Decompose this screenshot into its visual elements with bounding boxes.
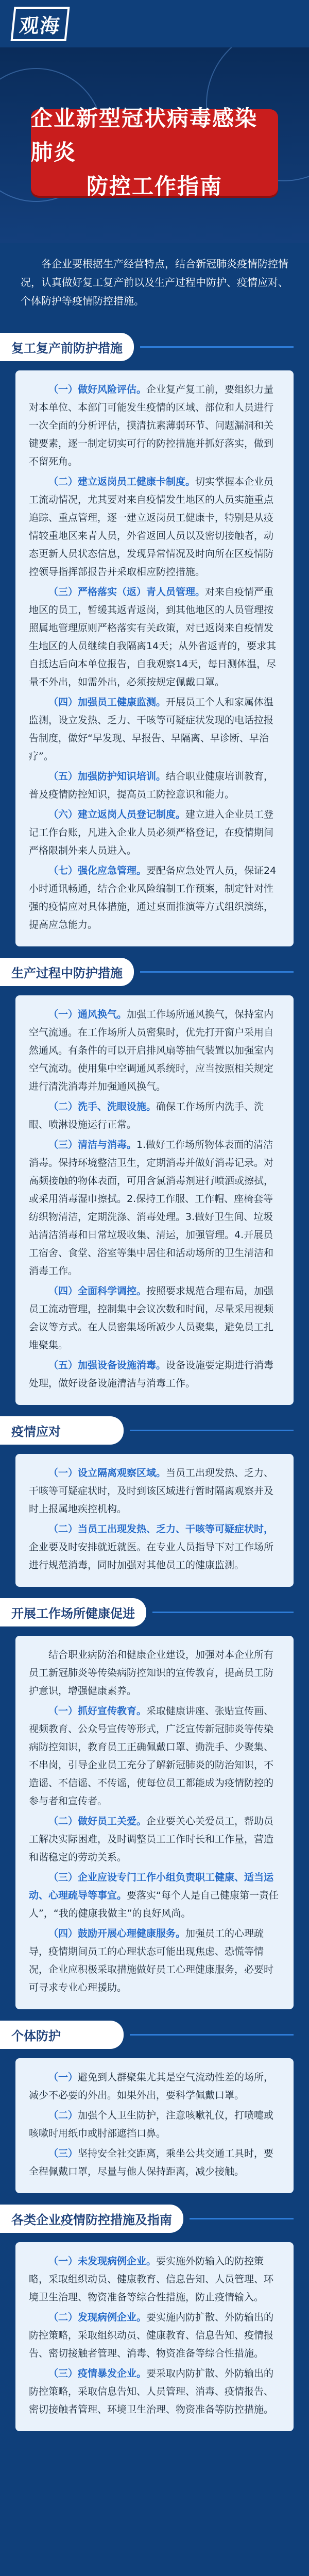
paragraph-text: 要实施外防输入的防控策略，采取组织动员、健康教育、信息告知、人员管理、环境卫生治理、物资准备等综合性措施，防止疫情输入。 bbox=[29, 2256, 274, 2303]
paragraph-text: 企业要关心关爱员工，帮助员工解决实际困难，及时调整员工工作时长和工作量，营造和谐稳定的劳动关系。 bbox=[29, 1816, 274, 1863]
paragraph-lead: （二）做好员工关爱。 bbox=[48, 1816, 147, 1827]
paragraph-text: 加强工作场所通风换气，保持室内空气流通。在工作场所人员密集时，优先打开窗户采用自然通风。有条件的可以开启排风扇等抽气装置以加强室内空气流动。使用集中空调通风系统时，应当按照相关规定进行清洗消毒并加强通风换气。 bbox=[29, 1009, 274, 1092]
section-paragraph bbox=[29, 1357, 280, 1393]
section-card bbox=[15, 2242, 294, 2431]
section-title: 复工复产前防护措施 bbox=[0, 333, 134, 361]
paragraph-text: 坚持安全社交距离，乘坐公共交通工具时，要全程佩戴口罩，尽量与他人保持距离，减少接触。 bbox=[29, 2148, 274, 2177]
paragraph-text: 要配备应急处置人员，保证24小时通讯畅通，结合企业风险编制工作预案，制定针对性强的疫情应对具体措施，通过桌面推演等方式组织演练，提高应急能力。 bbox=[29, 865, 277, 930]
paragraph-lead: （二）当员工出现发热、乏力、干咳等可疑症状时， bbox=[48, 1523, 274, 1535]
paragraph-lead: （六）建立返岗人员登记制度。 bbox=[48, 809, 186, 820]
section-paragraph bbox=[29, 2252, 280, 2307]
section-paragraph bbox=[29, 1520, 280, 1574]
section-paragraph bbox=[29, 806, 280, 860]
section-card bbox=[15, 370, 294, 946]
section-divider bbox=[152, 1612, 294, 1613]
paragraph-lead: （五）加强防护知识培训。 bbox=[48, 771, 166, 782]
section-card bbox=[15, 1636, 294, 2009]
section-paragraph bbox=[29, 1464, 280, 1518]
section-card bbox=[15, 995, 294, 1405]
paragraph-text: 要实施内防扩散、外防输出的防控策略，采取组织动员、健康教育、信息告知、疫情报告、密切接触者管理、消毒、物资准备等综合性措施。 bbox=[29, 2312, 274, 2359]
paragraph-lead: （一）未发现病例企业。 bbox=[48, 2256, 157, 2267]
page-title-line2: 防控工作指南 bbox=[86, 174, 222, 199]
section-paragraph bbox=[29, 1702, 280, 1810]
paragraph-lead: （三） bbox=[48, 2148, 78, 2159]
section-paragraph bbox=[29, 1098, 280, 1134]
title-plate bbox=[31, 106, 278, 199]
section-paragraph bbox=[29, 381, 280, 471]
paragraph-text: 1.做好工作场所物体表面的清洁消毒。保持环境整洁卫生，定期消毒并做好消毒记录。对高频接触的物体表面，可用含氯消毒剂进行喷洒或擦拭，或采用消毒湿巾擦拭。2.保持工作服、工作帽、座椅套等纺织物清洁，定期洗涤、消毒处理。3.做好卫生间、垃圾站清洁消毒和日常垃圾收集、清运，加强管理。4.开展员工宿舍、食堂、浴室等集中居住和活动场所的卫生清洁和消毒工作。 bbox=[29, 1139, 274, 1277]
section-paragraph bbox=[29, 2309, 280, 2363]
section-header bbox=[0, 333, 309, 361]
section-paragraph bbox=[29, 1925, 280, 1997]
paragraph-lead: （一）抓好宣传教育。 bbox=[48, 1705, 147, 1717]
paragraph-lead: （一）通风换气。 bbox=[48, 1009, 127, 1020]
paragraph-text: 结合职业健康培训教育，普及疫情防控知识，提高员工防控意识和能力。 bbox=[29, 771, 274, 800]
section-title: 各类企业疫情防控措施及指南 bbox=[0, 2205, 183, 2233]
paragraph-text: 设备设施要定期进行消毒处理，做好设备设施清洁与消毒工作。 bbox=[29, 1360, 274, 1389]
section-paragraph bbox=[29, 693, 280, 766]
paragraph-text: 采取健康讲座、张贴宣传画、视频教育、公众号宣传等形式，广泛宣传新冠肺炎等传染病防控知识，教育员工正确佩戴口罩、勤洗手、少聚集、不串岗，引导企业员工充分了解新冠肺炎的防治知识，不造谣、不信谣、不传谣，使每位员工都能成为疫情防控的参与者和宣传者。 bbox=[29, 1705, 274, 1807]
section-paragraph bbox=[29, 862, 280, 934]
section-paragraph bbox=[29, 1869, 280, 1923]
page-title-line1: 企业新型冠状病毒感染肺炎 bbox=[31, 106, 258, 165]
paragraph-lead: （一）做好风险评估。 bbox=[48, 384, 147, 395]
section-header bbox=[0, 958, 309, 986]
paragraph-text: 避免到人群聚集尤其是空气流动性差的场所，减少不必要的外出。如果外出，要科学佩戴口罩。 bbox=[29, 2072, 274, 2101]
paragraph-lead: （四）全面科学调控。 bbox=[48, 1285, 147, 1297]
paragraph-lead: （三）疫情暴发企业。 bbox=[48, 2368, 147, 2379]
hero-banner bbox=[0, 47, 309, 243]
paragraph-text: 加强个人卫生防护，注意咳嗽礼仪，打喷嚏或咳嗽时用纸巾或肘部遮挡口鼻。 bbox=[29, 2110, 274, 2139]
paragraph-text: 确保工作场所内洗手、洗眼、喷淋设施运行正常。 bbox=[29, 1101, 264, 1130]
section-paragraph bbox=[29, 2365, 280, 2419]
paragraph-lead: （五）加强设备设施消毒。 bbox=[48, 1360, 166, 1371]
intro-paragraph: 各企业要根据生产经营特点，结合新冠肺炎疫情防控情况，认真做好复工复产前以及生产过程中防护、疫情应对、个体防护等疫情防控措施。 bbox=[21, 258, 288, 307]
section-divider bbox=[140, 346, 294, 348]
section-divider bbox=[190, 2218, 294, 2219]
section-paragraph bbox=[29, 2145, 280, 2181]
paragraph-lead: （三）企业应设专门工作小组负责职工健康、适当运动、心理疏导等事宜。 bbox=[29, 1872, 274, 1901]
section-divider bbox=[130, 2034, 294, 2036]
section-divider bbox=[140, 971, 294, 973]
app-logo: 观海 bbox=[10, 7, 70, 41]
paragraph-text: 按照要求规范合理布局，加强员工流动管理，控制集中会议次数和时间，尽量采用视频会议等方式。在人员密集场所减少人员聚集，避免员工扎堆聚集。 bbox=[29, 1285, 274, 1351]
section-paragraph bbox=[29, 1006, 280, 1096]
section-paragraph bbox=[29, 768, 280, 804]
paragraph-text: 要采取内防扩散、外防输出的防控策略，采取信息告知、人员管理、消毒、疫情报告、密切接触者管理、环境卫生治理、物资准备等防控措施。 bbox=[29, 2368, 274, 2415]
paragraph-text: 企业复产复工前，要组织力量对本单位、本部门可能发生疫情的区域、部位和人员进行一次全面的分析评估，摸清抗素薄弱环节、问题漏洞和关键要素，逐一制定切实可行的防控措施并抓好落实，做到不留死角。 bbox=[29, 384, 274, 467]
paragraph-lead: （一） bbox=[48, 2072, 78, 2083]
section-paragraph bbox=[29, 1282, 280, 1354]
section-paragraph bbox=[29, 1812, 280, 1867]
paragraph-lead: （二）洗手、洗眼设施。 bbox=[48, 1101, 157, 1112]
section-paragraph bbox=[29, 1136, 280, 1280]
section-header bbox=[0, 1416, 309, 1445]
section-header bbox=[0, 1598, 309, 1626]
paragraph-text: 当员工出现发热、乏力、干咳等可疑症状时，及时到该区域进行暂时隔离观察并及时上报属地疾控机构。 bbox=[29, 1467, 274, 1515]
section-title: 开展工作场所健康促进 bbox=[0, 1598, 146, 1626]
section-paragraph bbox=[29, 1646, 280, 1700]
paragraph-lead: （三）严格落实（返）青人员管理。 bbox=[48, 586, 205, 598]
paragraph-lead: （一）设立隔离观察区域。 bbox=[48, 1467, 166, 1479]
paragraph-lead: （二）建立返岗员工健康卡制度。 bbox=[48, 476, 196, 487]
section-title: 个体防护 bbox=[0, 2021, 124, 2049]
paragraph-lead: （七）强化应急管理。 bbox=[48, 865, 147, 876]
section-paragraph bbox=[29, 583, 280, 691]
section-header bbox=[0, 2021, 309, 2049]
paragraph-lead: （三）清洁与消毒。 bbox=[48, 1139, 137, 1150]
paragraph-lead: （四）鼓励开展心理健康服务。 bbox=[48, 1928, 186, 1939]
top-bar bbox=[0, 0, 309, 47]
paragraph-text: 企业要及时安排就近就医。在专业人员指导下对工作场所进行规范消毒，同时加强对其他员工的健康监测。 bbox=[29, 1541, 274, 1571]
paragraph-text: 切实掌握本企业员工流动情况，尤其要对来自疫情发生地区的人员实施重点追踪、重点管理，逐一建立返岗员工健康卡，特别是从疫情较重地区来青人员，外省返回人员以及密切接触者，动态更新人员状态信息，发现异常情况及时向所在区疫情防控领导指挥部报告并采取相应防控措施。 bbox=[29, 476, 274, 578]
paragraph-text: 对来自疫情严重地区的员工，暂缓其返青返岗，到其他地区的人员管理按照属地管理原则严格落实有关政策，对已返岗来自疫情发生地区的人员继续自我隔离14天；从外省返青的，要求其自抵达后向本单位报告，自我观察14天，每日测体温，尽量不外出，如需外出，必须按规定佩戴口罩。 bbox=[29, 586, 277, 688]
section-title: 疫情应对 bbox=[0, 1416, 124, 1445]
section-card bbox=[15, 2058, 294, 2193]
section-paragraph bbox=[29, 2107, 280, 2143]
paragraph-text: 要落实“每个人是自己健康第一责任人”，“我的健康我做主”的良好风尚。 bbox=[29, 1890, 279, 1919]
paragraph-lead: （二）发现病例企业。 bbox=[48, 2312, 147, 2323]
section-title: 生产过程中防护措施 bbox=[0, 958, 134, 986]
section-paragraph bbox=[29, 2069, 280, 2105]
paragraph-text: 结合职业病防治和健康企业建设，加强对本企业所有员工新冠肺炎等传染病防控知识的宣传教育，提高员工防护意识，增强健康素养。 bbox=[29, 1649, 274, 1697]
paragraph-lead: （四）加强员工健康监测。 bbox=[48, 697, 166, 708]
paragraph-lead: （二） bbox=[48, 2110, 78, 2121]
section-header bbox=[0, 2205, 309, 2233]
sections-container bbox=[0, 333, 309, 2431]
section-card bbox=[15, 1454, 294, 1587]
section-divider bbox=[130, 1430, 294, 1431]
paragraph-text: 加强员工的心理疏导，疫情期间员工的心理状态可能出现焦虑、恐慌等情况，企业应积极采取措施做好员工心理健康服务，必要时可寻求专业心理援助。 bbox=[29, 1928, 274, 1993]
section-paragraph bbox=[29, 473, 280, 581]
paragraph-text: 建立进入企业员工登记工作台账，凡进入企业人员必须严格登记，在疫情期间严格限制外来人员进入。 bbox=[29, 809, 274, 856]
paragraph-text: 开展员工个人和家属体温监测，设立发热、乏力、干咳等可疑症状发现的电话拉报告制度，做好“早发现、早报告、早隔离、早诊断、早治疗”。 bbox=[29, 697, 274, 762]
